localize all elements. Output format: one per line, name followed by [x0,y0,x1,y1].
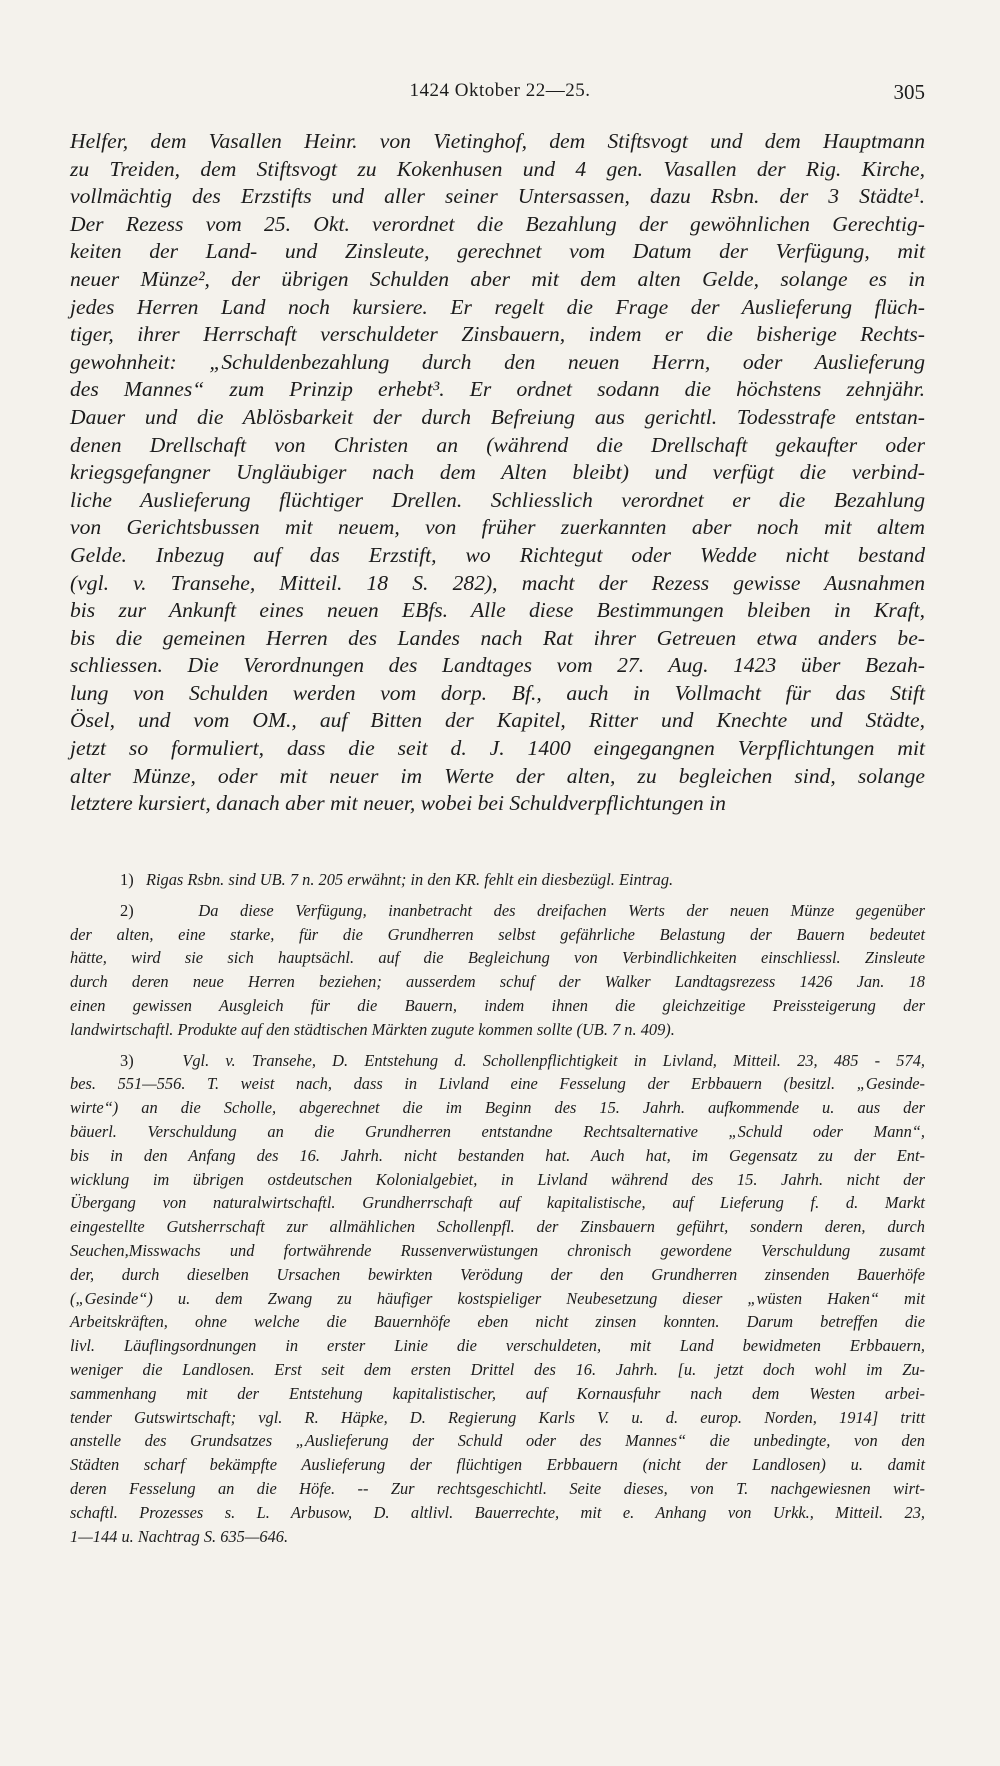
text-line: Gelde. Inbezug auf das Erzstift, wo Richtegut oder Wedde nicht bestand [70,542,925,567]
footnote-number: 2) [120,900,134,920]
text-line: Ösel, und vom OM., auf Bitten der Kapitel, Ritter und Knechte und Städte, [70,708,925,733]
text-line: lung von Schulden werden vom dorp. Bf., auch in Vollmacht für das Stift [70,680,925,705]
footnote-number: 3) [120,1050,134,1070]
footnote-line: sammenhang mit der Entstehung kapitalistischer, auf Kornausfuhr nach dem Westen arbei- [70,1383,925,1403]
footnote-line: deren Fesselung an die Höfe. -- Zur rechtsgeschichtl. Seite dieses, von T. nachgewiesnen wirt- [70,1478,925,1498]
text-line: bis die gemeinen Herren des Landes nach Rat ihrer Getreuen etwa anders be- [70,625,925,650]
footnote-line: wicklung im übrigen ostdeutschen Kolonialgebiet, in Livland während des 15. Jahrh. nicht der [70,1169,925,1189]
footnote-line: durch deren neue Herren beziehen; ausserdem schuf der Walker Landtagsrezess 1426 Jan. 18 [70,972,925,992]
footnote-line: der alten, eine starke, für die Grundherren selbst gefährliche Belastung der Bauern bedeutet [70,924,925,944]
text-line: Der Rezess vom 25. Okt. verordnet die Bezahlung der gewöhnlichen Gerechtig- [70,211,925,236]
text-line: zu Treiden, dem Stiftsvogt zu Kokenhusen und 4 gen. Vasallen der Rig. Kirche, [70,156,925,181]
footnotes [70,868,925,1548]
text-line: bis zur Ankunft eines neuen EBfs. Alle diese Bestimmungen bleiben in Kraft, [70,598,925,623]
footnote-line: bes. 551—556. T. weist nach, dass in Livland eine Fesselung der Erbbauern (besitzl. „Gesinde- [70,1074,925,1094]
footnote-line: Übergang von naturalwirtschaftl. Grundherrschaft auf kapitalistische, auf Lieferung f. d. Markt [70,1193,925,1213]
text-line: schliessen. Die Verordnungen des Landtages vom 27. Aug. 1423 über Bezah- [70,653,925,678]
text-line: jedes Herren Land noch kursiere. Er regelt die Frage der Auslieferung flüch- [70,294,925,319]
running-head: 1424 Oktober 22—25. [409,80,591,101]
footnote-line: hätte, wird sie sich hauptsächl. auf die Begleichung von Verbindlichkeiten einschliessl. Zinsleute [70,948,925,968]
footnote-number: 1) [120,870,134,889]
footnote-line: landwirtschaftl. Produkte auf den städtischen Märkten zugute kommen sollte (UB. 7 n. 409). [70,1019,675,1039]
footnote [70,1049,925,1549]
text-line: neuer Münze², der übrigen Schulden aber mit dem alten Gelde, solange es in [70,266,925,291]
text-line: liche Auslieferung flüchtiger Drellen. Schliesslich verordnet er die Bezahlung [70,487,925,512]
text-line: des Mannes“ zum Prinzip erhebt³. Er ordnet sodann die höchstens zehnjähr. [70,377,925,402]
footnote-text: Rigas Rsbn. sind UB. 7 n. 205 erwähnt; in den KR. fehlt ein diesbezügl. Eintrag. [145,870,674,889]
footnote-line: weniger die Landlosen. Erst seit dem ersten Drittel des 16. Jahrh. [u. jetzt doch wohl im Zu- [70,1359,925,1379]
text-line: denen Drellschaft von Christen an (während die Drellschaft gekaufter oder [70,432,925,457]
footnote-line: der, durch dieselben Ursachen bewirkten Verödung der den Grundherren zinsenden Bauerhöfe [70,1264,925,1284]
text-line: tiger, ihrer Herrschaft verschuldeter Zinsbauern, indem er die bisherige Rechts- [70,322,925,347]
footnote-line: livl. Läuflingsordnungen in erster Linie die verschuldeten, mit Land bewidmeten Erbbauern, [70,1336,925,1356]
footnote-line: wirte“) an die Scholle, abgerechnet die im Beginn des 15. Jahrh. aufkommende u. aus der [70,1098,925,1118]
footnote-line: 1—144 u. Nachtrag S. 635—646. [70,1526,289,1546]
text-line: kriegsgefangner Ungläubiger nach dem Alten bleibt) und verfügt die verbind- [70,460,925,485]
footnote-line [70,868,925,892]
footnote-text: Vgl. v. Transehe, D. Entstehung d. Schollenpflichtigkeit in Livland, Mitteil. 23, 485 - 574, [182,1050,925,1070]
text-line: von Gerichtsbussen mit neuem, von früher zuerkannten aber noch mit altem [70,515,925,540]
footnote-line: anstelle des Grundsatzes „Auslieferung der Schuld oder des Mannes“ die unbedingte, von den [70,1431,925,1451]
footnote [70,899,925,1042]
text-line: keiten der Land- und Zinsleute, gerechnet vom Datum der Verfügung, mit [70,239,925,264]
footnote-line: tender Gutswirtschaft; vgl. R. Häpke, D. Regierung Karls V. u. d. europ. Norden, 1914] tritt [70,1407,925,1427]
footnote-line [70,899,925,923]
footnote-line: („Gesinde“) u. dem Zwang zu häufiger kostspieliger Neubesetzung dieser „wüsten Haken“ mit [70,1288,925,1308]
footnote-line: Arbeitskräften, ohne welche die Bauernhöfe eben nicht zinsen konnten. Darum betreffen die [70,1312,925,1332]
footnote-line [70,1049,925,1073]
text-line: Dauer und die Ablösbarkeit der durch Befreiung aus gerichtl. Todesstrafe entstan- [70,404,925,429]
footnote-line: bäuerl. Verschuldung an die Grundherren entstandne Rechtsalternative „Schuld oder Mann“, [70,1121,925,1141]
footnote-text: Da diese Verfügung, inanbetracht des dreifachen Werts der neuen Münze gegenüber [198,900,926,920]
text-line: vollmächtig des Erzstifts und aller seiner Untersassen, dazu Rsbn. der 3 Städte¹. [70,184,925,209]
footnote-line: bis in den Anfang des 16. Jahrh. nicht bestanden hat. Auch hat, im Gegensatz zu der Ent- [70,1145,925,1165]
text-line: Helfer, dem Vasallen Heinr. von Vietinghof, dem Stiftsvogt und dem Hauptmann [70,129,925,153]
page-number: 305 [893,80,925,104]
footnote-line: Städten scharf bekämpfte Auslieferung der flüchtigen Erbbauern (nicht der Landlosen) u. damit [70,1455,925,1475]
footnote-line: schaftl. Prozesses s. L. Arbusow, D. altlivl. Bauerrechte, mit e. Anhang von Urkk., Mitteil. 23, [70,1502,925,1522]
page-header [0,80,1000,110]
text-line: letztere kursiert, danach aber mit neuer, wobei bei Schuldverpflichtungen in [70,791,726,816]
main-text [70,128,925,818]
footnote-line: einen gewissen Ausgleich für die Bauern, indem ihnen die gleichzeitige Preissteigerung der [70,995,925,1015]
text-line: jetzt so formuliert, dass die seit d. J. 1400 eingegangnen Verpflichtungen mit [70,736,925,761]
text-line: (vgl. v. Transehe, Mitteil. 18 S. 282), macht der Rezess gewisse Ausnahmen [70,570,925,595]
text-line: alter Münze, oder mit neuer im Werte der alten, zu begleichen sind, solange [70,763,925,788]
footnote [70,868,925,892]
footnote-line: Seuchen,Misswachs und fortwährende Russenverwüstungen chronisch gewordene Verschuldung zusamt [70,1240,925,1260]
footnote-line: eingestellte Gutsherrschaft zur allmählichen Schollenpfl. der Zinsbauern geführt, sondern deren, durch [70,1217,925,1237]
text-line: gewohnheit: „Schuldenbezahlung durch den neuen Herrn, oder Auslieferung [70,349,925,374]
